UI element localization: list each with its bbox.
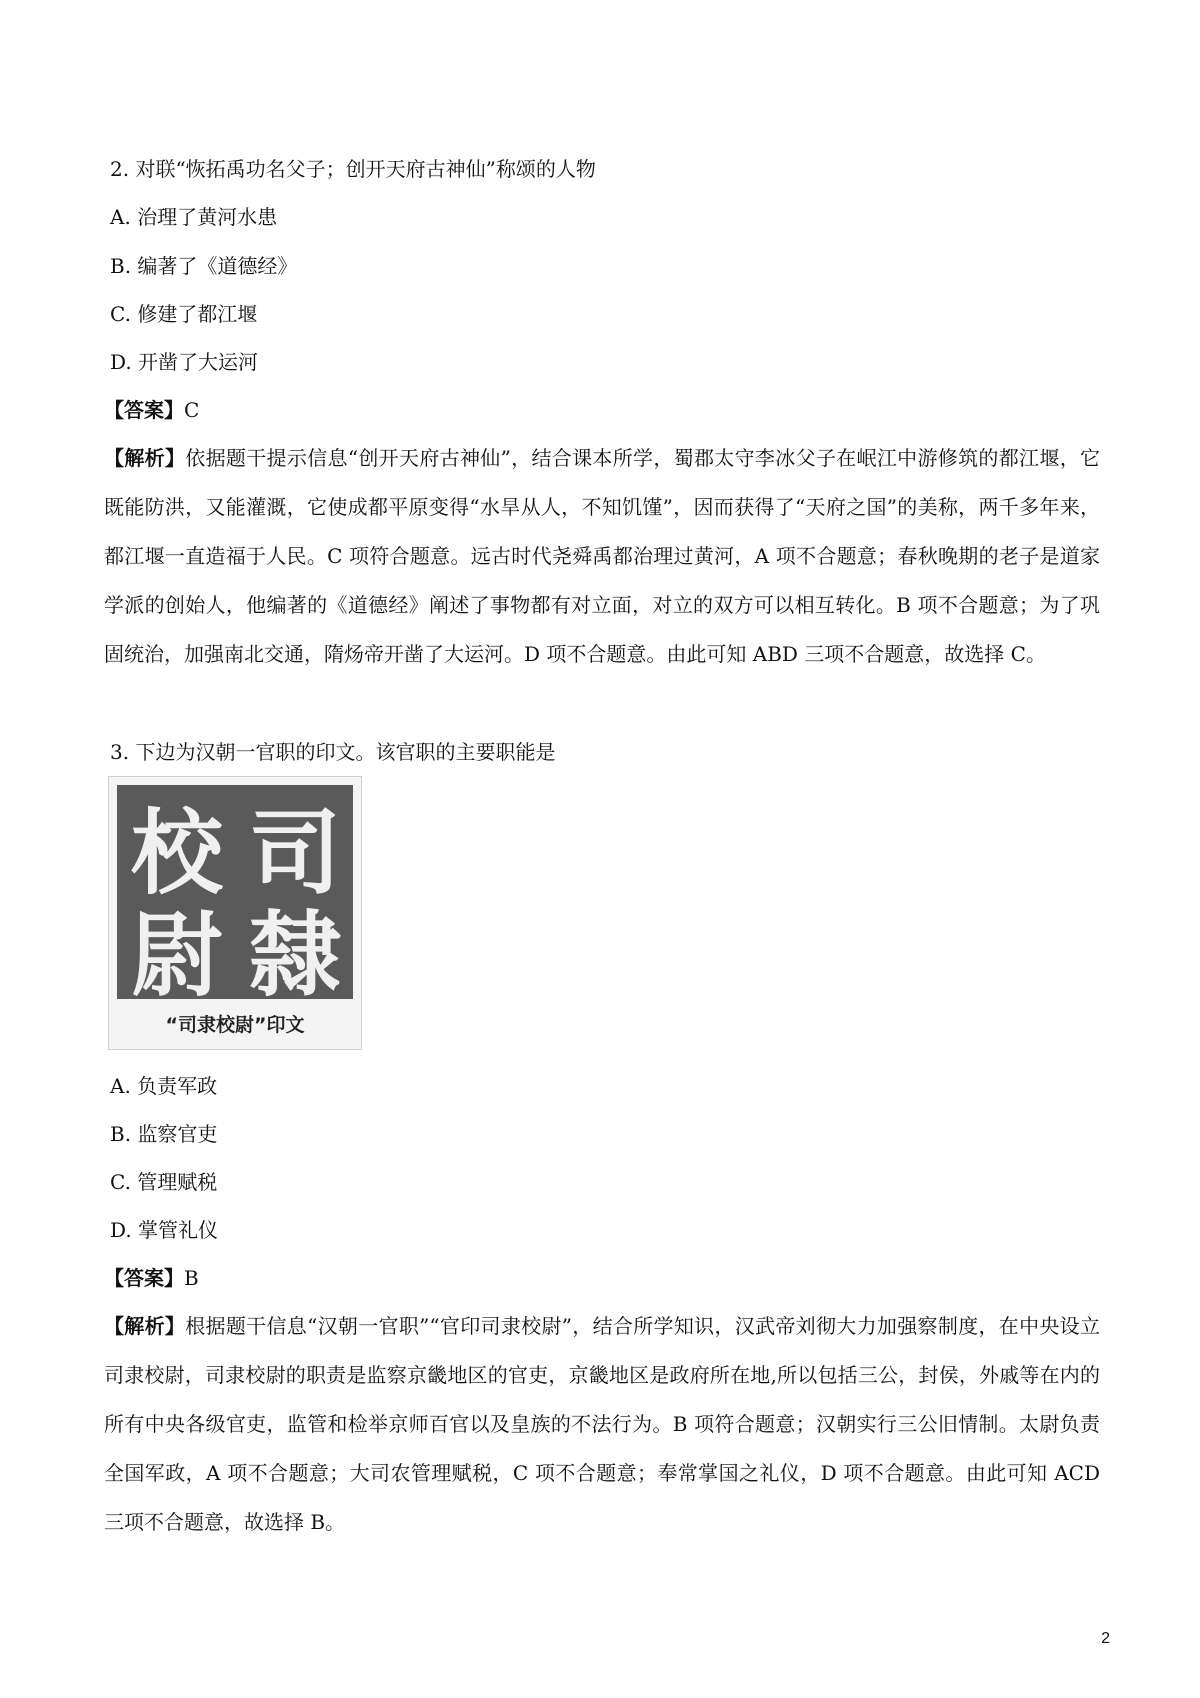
q2-option-b: B. 编著了《道德经》 <box>110 254 298 278</box>
question-3-stem: 3. 下边为汉朝一官职的印文。该官职的主要职能是 <box>110 740 556 764</box>
q2-answer-tag: 【答案】 <box>104 398 184 422</box>
q2-analysis-tag: 【解析】 <box>104 446 186 470</box>
q2-option-a: A. 治理了黄河水患 <box>110 205 278 229</box>
q3-analysis <box>104 1302 1100 1547</box>
q3-option-c: C. 管理赋税 <box>110 1170 218 1194</box>
seal-image <box>108 776 362 1050</box>
q2-option-d: D. 开凿了大运河 <box>110 350 259 374</box>
q3-option-b: B. 监察官吏 <box>110 1122 218 1146</box>
seal-char-wei: 尉 <box>130 901 224 1009</box>
q2-answer <box>104 396 1094 424</box>
q3-analysis-text: 根据题干信息“汉朝一官职”“官印司隶校尉”，结合所学知识，汉武帝刘彻大力加强察制度，在中央设立司隶校尉，司隶校尉的职责是监察京畿地区的官吏，京畿地区是政府所在地,所以包括三公，封侯，外戚等在内的所有中央各级官吏，监管和检举京师百官以及皇族的不法行为。B 项符合题意；汉朝实行三公旧情制。太尉负责全国军政，A 项不合题意；大司农管理赋税，C 项不合题意；奉常掌国之礼仪，D 项不合题意。由此可知 ACD 三项不合题意，故选择 B。 <box>104 1314 1100 1534</box>
question-2-stem: 2. 对联“恢拓禹功名父子；创开天府古神仙”称颂的人物 <box>110 157 596 181</box>
q3-option-a: A. 负责军政 <box>110 1074 218 1098</box>
seal-caption: “司隶校尉”印文 <box>165 1014 305 1036</box>
seal-char-si: 司 <box>248 799 342 907</box>
q3-option-d: D. 掌管礼仪 <box>110 1218 219 1242</box>
q2-analysis <box>104 434 1100 679</box>
seal-impression <box>109 777 361 1049</box>
q3-answer-tag: 【答案】 <box>104 1266 184 1290</box>
q3-answer <box>104 1264 1094 1292</box>
seal-char-xiao: 校 <box>130 799 224 907</box>
q3-answer-value: B <box>184 1266 199 1290</box>
seal-char-li: 隸 <box>248 901 342 1009</box>
q2-analysis-text: 依据题干提示信息“创开天府古神仙”，结合课本所学，蜀郡太守李冰父子在岷江中游修筑的都江堰，它既能防洪，又能灌溉，它使成都平原变得“水旱从人，不知饥馑”，因而获得了“天府之国”的美称，两千多年来，都江堰一直造福于人民。C 项符合题意。远古时代尧舜禹都治理过黄河，A 项不合题意；春秋晚期的老子是道家学派的创始人，他编著的《道德经》阐述了事物都有对立面，对立的双方可以相互转化。B 项不合题意；为了巩固统治，加强南北交通，隋炀帝开凿了大运河。D 项不合题意。由此可知 ABD 三项不合题意，故选择 C。 <box>104 446 1101 666</box>
q2-answer-value: C <box>184 398 200 422</box>
page-number: 2 <box>1101 1630 1110 1647</box>
q3-analysis-tag: 【解析】 <box>104 1314 186 1338</box>
q2-option-c: C. 修建了都江堰 <box>110 302 258 326</box>
